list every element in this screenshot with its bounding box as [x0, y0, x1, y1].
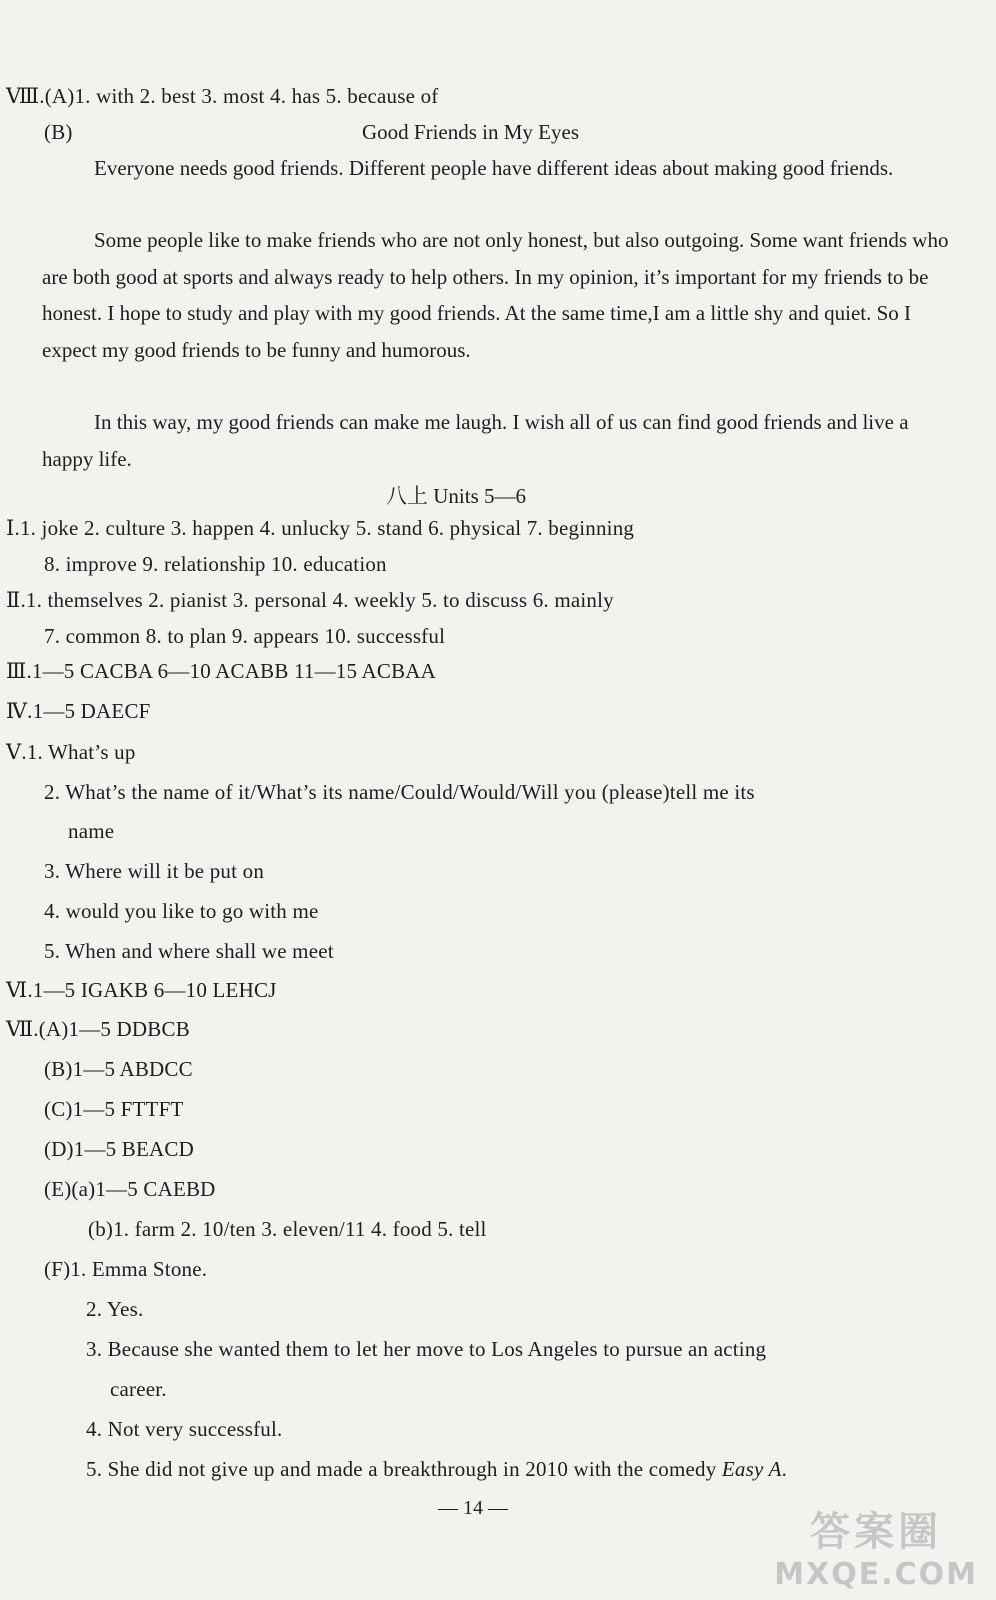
- section-5-item-3: 3. Where will it be put on: [44, 859, 265, 883]
- section-5-item-2: 2. What’s the name of it/What’s its name/Could/Would/Will you (please)tell me its: [44, 780, 755, 804]
- section-7ea-answers: (E)(a)1—5 CAEBD: [44, 1177, 216, 1201]
- section-7f-item-5-text: 5. She did not give up and made a breakthrough in 2010 with the comedy: [86, 1457, 722, 1481]
- section-5-item-2-cont: name: [68, 819, 115, 843]
- section-4-answers: Ⅳ.1—5 DAECF: [6, 699, 151, 723]
- section-7a-answers: Ⅶ.(A)1—5 DDBCB: [6, 1017, 190, 1041]
- section-7b-answers: (B)1—5 ABDCC: [44, 1057, 193, 1081]
- section-7f-item-5-end: .: [781, 1457, 788, 1481]
- section-5-item-4: 4. would you like to go with me: [44, 899, 319, 923]
- essay-paragraph-3: In this way, my good friends can make me laugh. I wish all of us can find good friends and live a happy life.: [42, 410, 909, 471]
- section-3-answers: Ⅲ.1—5 CACBA 6—10 ACABB 11—15 ACBAA: [6, 659, 437, 683]
- section-5-item-5: 5. When and where shall we meet: [44, 939, 334, 963]
- section-7f-item-5: [86, 1457, 787, 1482]
- unit-title: 八上 Units 5—6: [386, 484, 527, 508]
- movie-title: Easy A: [721, 1457, 782, 1481]
- essay-paragraph-1: Everyone needs good friends. Different people have different ideas about making good friends.: [94, 156, 894, 180]
- section-7c-answers: (C)1—5 FTTFT: [44, 1097, 184, 1121]
- section-7f-item-2: 2. Yes.: [86, 1297, 144, 1321]
- section-8a-answers: Ⅷ.(A)1. with 2. best 3. most 4. has 5. because of: [6, 84, 439, 108]
- watermark-top-text: 答案圈: [810, 1509, 943, 1555]
- section-7f-item-3-cont: career.: [110, 1377, 167, 1401]
- section-7f-item-3: 3. Because she wanted them to let her move to Los Angeles to pursue an acting: [86, 1337, 767, 1361]
- essay-title: Good Friends in My Eyes: [362, 120, 579, 144]
- section-7d-answers: (D)1—5 BEACD: [44, 1137, 194, 1161]
- section-8b-label: (B): [44, 120, 73, 144]
- section-5-item-1: Ⅴ.1. What’s up: [6, 740, 136, 764]
- watermark-logo: [774, 1500, 978, 1592]
- section-6-answers: Ⅵ.1—5 IGAKB 6—10 LEHCJ: [6, 978, 277, 1002]
- section-1-line-2: 8. improve 9. relationship 10. education: [44, 552, 387, 576]
- section-2-line-2: 7. common 8. to plan 9. appears 10. successful: [44, 624, 446, 648]
- section-7f-item-1: (F)1. Emma Stone.: [44, 1257, 208, 1281]
- essay-paragraph-2: Some people like to make friends who are not only honest, but also outgoing. Some want friends who are both good at sports and always ready to help others. In my opinion, it’s important for my friends to be honest. I hope to study and play with my good friends. At the same time,I am a little shy and quiet. So I expect my good friends to be funny and humorous.: [42, 228, 949, 362]
- watermark-bottom-text: MXQE.COM: [774, 1557, 978, 1592]
- section-7f-item-4: 4. Not very successful.: [86, 1417, 283, 1441]
- section-2-line-1: Ⅱ.1. themselves 2. pianist 3. personal 4. weekly 5. to discuss 6. mainly: [6, 588, 614, 612]
- section-1-line-1: Ⅰ.1. joke 2. culture 3. happen 4. unlucky 5. stand 6. physical 7. beginning: [6, 516, 635, 540]
- page-number: — 14 —: [438, 1497, 508, 1519]
- section-7eb-answers: (b)1. farm 2. 10/ten 3. eleven/11 4. food 5. tell: [88, 1217, 487, 1241]
